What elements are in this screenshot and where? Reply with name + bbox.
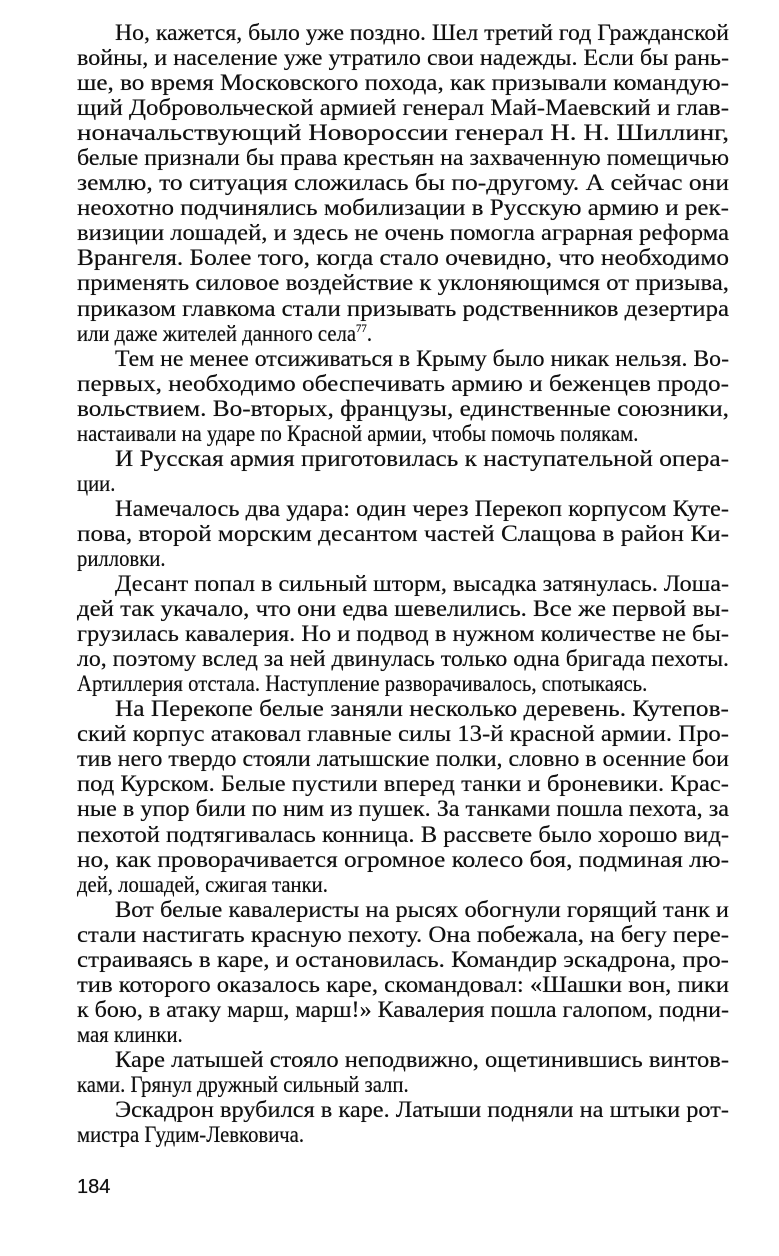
text-line xyxy=(77,596,729,621)
text-line xyxy=(77,170,729,195)
line-text: Эскадрон врубился в каре. Латыши подняли на штыки рот- xyxy=(115,1097,729,1123)
text-line xyxy=(77,220,729,245)
text-line xyxy=(77,671,729,696)
line-text: Намечалось два удара: один через Перекоп корпусом Куте- xyxy=(115,495,729,521)
line-text: тив него твердо стояли латышские полки, словно в осенние бои xyxy=(77,746,729,772)
line-text: И Русская армия приготовилась к наступательной опера- xyxy=(115,445,729,471)
text-line xyxy=(77,972,729,997)
line-text: щий Добровольческой армией генерал Май-Маевский и глав- xyxy=(77,95,729,121)
paragraph xyxy=(77,446,729,496)
text-line xyxy=(77,771,729,796)
text-line xyxy=(77,70,729,95)
line-text: Но, кажется, было уже поздно. Шел третий год Гражданской xyxy=(115,20,729,45)
line-text: ский корпус атаковал главные силы 13-й красной армии. Про- xyxy=(77,721,729,747)
line-text: грузилась кавалерия. Но и подвод в нужном количестве не бы- xyxy=(77,621,729,647)
text-line xyxy=(77,521,729,546)
line-text: неохотно подчинялись мобилизации в Русскую армию и рек- xyxy=(77,195,729,221)
line-text: ноначальствующий Новороссии генерал Н. Н. Шиллинг, xyxy=(77,120,729,146)
text-line xyxy=(77,571,729,596)
paragraph xyxy=(77,897,729,1047)
line-text: ло, поэтому вслед за ней двинулась только одна бригада пехоты. xyxy=(77,646,729,672)
text-line xyxy=(77,947,729,972)
text-line xyxy=(77,120,729,145)
line-text: дей так укачало, что они едва шевелились. Все же первой вы- xyxy=(77,596,729,622)
text-line xyxy=(77,1047,729,1072)
text-line xyxy=(77,796,729,821)
text-line xyxy=(77,396,729,421)
paragraph xyxy=(77,20,729,346)
line-text: приказом главкома стали призывать родственников дезертира xyxy=(77,295,729,321)
line-text: применять силовое воздействие к уклоняющимся от призыва, xyxy=(77,270,729,296)
line-text: пехотой подтягивалась конница. В рассвете было хорошо вид- xyxy=(77,821,729,847)
text-line xyxy=(77,195,729,220)
line-text: настаивали на ударе по Красной армии, чтобы помочь полякам. xyxy=(77,420,639,446)
text-line xyxy=(77,1122,729,1147)
line-text: Десант попал в сильный шторм, высадка затянулась. Лоша- xyxy=(115,571,729,597)
line-text: дей, лошадей, сжигая танки. xyxy=(77,871,328,897)
line-text: ками. Грянул дружный сильный залп. xyxy=(77,1071,409,1097)
text-line xyxy=(77,346,729,371)
paragraph xyxy=(77,571,729,696)
paragraph xyxy=(77,1047,729,1097)
line-text xyxy=(77,321,372,346)
line-text-part: или даже жителей данного села xyxy=(77,320,357,346)
text-line xyxy=(77,1022,729,1047)
paragraph xyxy=(77,346,729,446)
line-text: Тем не менее отсиживаться в Крыму было никак нельзя. Во- xyxy=(115,345,729,371)
text-line xyxy=(77,296,729,321)
text-line xyxy=(77,621,729,646)
line-text: стали настигать красную пехоту. Она побежала, на бегу пере- xyxy=(77,921,729,947)
text-line xyxy=(77,145,729,170)
text-line xyxy=(77,421,729,446)
text-line xyxy=(77,471,729,496)
text-line xyxy=(77,721,729,746)
line-text: войны, и население уже утратило свои надежды. Если бы рань- xyxy=(77,45,729,71)
line-text: визиции лошадей, и здесь не очень помогла аграрная реформа xyxy=(77,220,729,246)
line-text: Каре латышей стояло неподвижно, ощетинившись винтов- xyxy=(115,1046,729,1072)
text-line xyxy=(77,446,729,471)
line-text-part: . xyxy=(366,320,373,346)
line-text: белые признали бы права крестьян на захваченную помещичью xyxy=(77,145,729,171)
line-text: тив которого оказалось каре, скомандовал: «Шашки вон, пики xyxy=(77,971,729,997)
line-text: первых, необходимо обеспечивать армию и беженцев продо- xyxy=(77,370,729,396)
line-text: страиваясь в каре, и остановилась. Командир эскадрона, про- xyxy=(77,946,729,972)
text-line xyxy=(77,321,729,346)
paragraph xyxy=(77,1097,729,1147)
line-text: ные в упор били по ним из пушек. За танками пошла пехота, за xyxy=(77,796,729,822)
line-text: но, как проворачивается огромное колесо боя, подминая лю- xyxy=(77,846,729,872)
line-text: Вот белые кавалеристы на рысях обогнули горящий танк и xyxy=(115,896,729,922)
text-line xyxy=(77,20,729,45)
text-line xyxy=(77,546,729,571)
text-line xyxy=(77,847,729,872)
line-text: мая клинки. xyxy=(77,1021,183,1047)
text-line xyxy=(77,45,729,70)
text-line xyxy=(77,897,729,922)
text-line xyxy=(77,1072,729,1097)
line-text: пова, второй морским десантом частей Слащова в район Ки- xyxy=(77,520,729,546)
text-line xyxy=(77,822,729,847)
paragraph xyxy=(77,696,729,896)
line-text: Врангеля. Более того, когда стало очевидно, что необходимо xyxy=(77,245,729,271)
text-line xyxy=(77,95,729,120)
text-line xyxy=(77,496,729,521)
footnote-reference[interactable]: 77 xyxy=(356,320,367,335)
line-text: ции. xyxy=(77,470,116,496)
line-text: под Курском. Белые пустили вперед танки и броневики. Крас- xyxy=(77,771,729,797)
line-text: рилловки. xyxy=(77,545,166,571)
line-text: вольствием. Во-вторых, французы, единственные союзники, xyxy=(77,395,729,421)
page-number: 184 xyxy=(77,1176,111,1198)
text-line xyxy=(77,1097,729,1122)
text-line xyxy=(77,270,729,295)
line-text: к бою, в атаку марш, марш!» Кавалерия пошла галопом, подни- xyxy=(77,996,729,1022)
line-text: ше, во время Московского похода, как призывали командую- xyxy=(77,70,730,96)
text-line xyxy=(77,245,729,270)
line-text: На Перекопе белые заняли несколько деревень. Кутепов- xyxy=(115,696,729,722)
text-line xyxy=(77,646,729,671)
text-line xyxy=(77,371,729,396)
text-line xyxy=(77,997,729,1022)
paragraph xyxy=(77,496,729,571)
text-line xyxy=(77,746,729,771)
line-text: землю, то ситуация сложилась бы по-другому. А сейчас они xyxy=(77,170,729,196)
text-line xyxy=(77,922,729,947)
line-text: Артиллерия отстала. Наступление разворачивалось, спотыкаясь. xyxy=(77,671,648,697)
text-line xyxy=(77,696,729,721)
line-text: мистра Гудим-Левковича. xyxy=(77,1122,305,1148)
book-page-text xyxy=(77,20,729,1147)
text-line xyxy=(77,872,729,897)
